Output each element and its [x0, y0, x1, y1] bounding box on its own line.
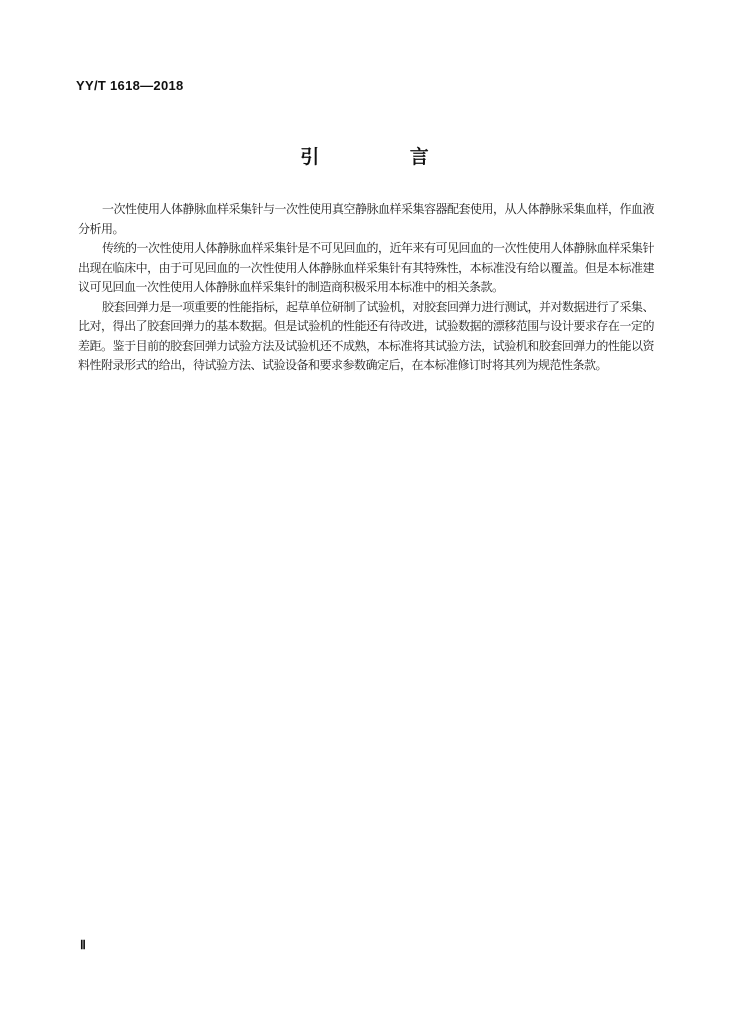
paragraph-visible-blood-return: 传统的一次性使用人体静脉血样采集针是不可见回血的，近年来有可见回血的一次性使用人体静脉血样采集针出现在临床中，由于可见回血的一次性使用人体静脉血样采集针有其特殊性，本标准没有给以覆盖。但是本标准建议可见回血一次性使用人体静脉血样采集针的制造商积极采用本标准中的相关条款。 [78, 241, 655, 294]
page-number: Ⅱ [80, 938, 86, 952]
section-title: 引 言 [300, 146, 471, 168]
paragraph-sleeve-rebound: 胶套回弹力是一项重要的性能指标，起草单位研制了试验机，对胶套回弹力进行测试，并对数据进行了采集、比对，得出了胶套回弹力的基本数据。但是试验机的性能还有待改进，试验数据的漂移范围与设计要求存在一定的差距。鉴于目前的胶套回弹力试验方法及试验机还不成熟，本标准将其试验方法，试验机和胶套回弹力的性能以资料性附录形式的给出，待试验方法、试验设备和要求参数确定后，在本标准修订时将其列为规范性条款。 [78, 299, 655, 372]
paragraph-purpose: 一次性使用人体静脉血样采集针与一次性使用真空静脉血样采集容器配套使用，从人体静脉采集血样，作血液分析用。 [78, 202, 655, 236]
introduction-body [78, 200, 654, 376]
standard-number: YY/T 1618—2018 [76, 78, 184, 93]
